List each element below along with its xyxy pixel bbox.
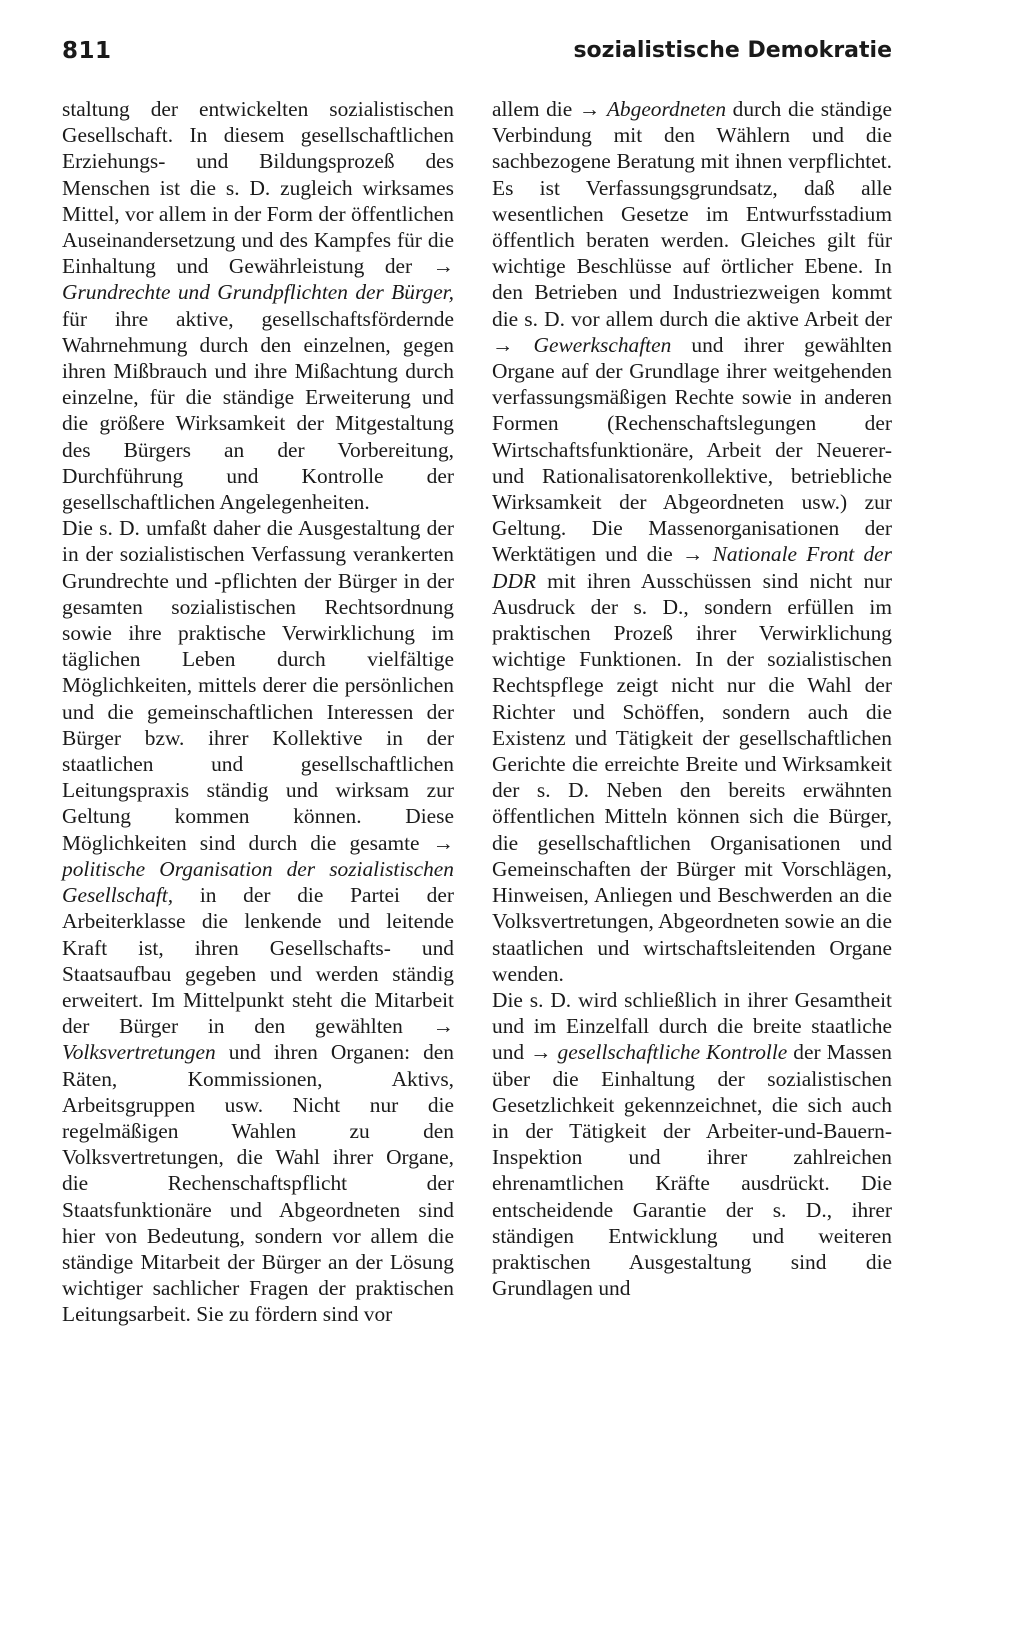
text-run: und ihren Organen: den Räten, Kommissionen, Aktivs, Arbeitsgruppen usw. Nicht nur die regelmäßigen Wahlen zu den Volksvertretungen, die Wahl ihrer Organe, die Rechenschaftspflicht der Staatsfunktionäre und Abgeordneten sind hier von Bedeutung, sondern vor allem die ständige Mitarbeit der Bürger an der Lösung wichtiger sachlicher Fragen der praktischen Leitungsarbeit. Sie zu fördern sind vor — [62, 1040, 454, 1327]
text-run: der Massen über die Einhaltung der sozialistischen Gesetzlichkeit gekennzeichnet, die sich auch in der Tätigkeit der Arbeiter-und-Bauern-Inspektion und ihrer zahlreichen ehrenamtlichen Kräfte ausdrückt. Die entscheidende Garantie der s. D., ihrer ständigen Entwicklung und weiteren praktischen Ausgestaltung sind die Grundlagen und — [492, 1040, 892, 1301]
paragraph — [492, 96, 892, 987]
paragraph — [62, 96, 454, 515]
cross-reference-term: Abgeordneten — [606, 97, 727, 121]
paragraph — [62, 515, 454, 1327]
paragraph — [492, 987, 892, 1301]
text-run: für ihre aktive, gesellschaftsfördernde Wahrnehmung durch den einzelnen, gegen ihren Mißbrauch und ihre Mißachtung durch einzelne, für die ständige Erweiterung und die größere Wirksamkeit der Mitgestaltung des Bürgers an der Vorbereitung, Durchführung und Kontrolle der gesellschaftlichen Angelegenheiten. — [62, 306, 454, 515]
cross-reference-term: Grundrechte und Grundpflichten der Bürger, — [62, 280, 454, 305]
cross-reference-term: Nationale Front der DDR — [492, 542, 892, 593]
text-run: staltung der entwickelten sozialistischen Gesellschaft. In diesem gesellschaftlichen Erziehungs- und Bildungsprozeß des Menschen ist die s. D. zugleich wirksames Mittel, vor allem in der Form der öffentlichen Auseinandersetzung und des Kampfes für die Einhaltung und Gewährleistung der → — [62, 97, 454, 279]
text-run: allem die → — [492, 97, 607, 121]
text-run: Die s. D. wird schließlich in ihrer Gesamtheit und im Einzelfall durch die breite staatliche und → — [492, 987, 892, 1065]
right-text-column — [492, 96, 892, 1301]
text-run: in der die Partei der Arbeiterklasse die lenkende und leitende Kraft ist, ihren Gesellschafts- und Staatsaufbau gegeben und werden ständig erweitert. Im Mittelpunkt steht die Mitarbeit der Bürger in den gewählten → — [62, 883, 454, 1039]
cross-reference-term: Gewerkschaften — [533, 332, 672, 357]
text-run: durch die ständige Verbindung mit den Wählern und die sachbezogene Beratung mit ihnen verpflichtet. Es ist Verfassungsgrundsatz, daß alle wesentlichen Gesetze im Entwurfsstadium öffentlich beraten werden. Gleiches gilt für wichtige Beschlüsse auf örtlicher Ebene. In den Betrieben und Industriezweigen kommt die s. D. vor allem durch die aktive Arbeit der → — [492, 97, 892, 357]
cross-reference-term: gesellschaftliche Kontrolle — [557, 1040, 788, 1065]
text-run: mit ihren Ausschüssen sind nicht nur Ausdruck der s. D., sondern erfüllen im praktischen Prozeß ihrer Verwirklichung wichtige Funktionen. In der sozialistischen Rechtspflege zeigt nicht nur die Wahl der Richter und Schöffen, sondern auch die Existenz und Tätigkeit der gesellschaftlichen Gerichte die erreichte Breite und Wirksamkeit der s. D. Neben den bereits erwähnten öffentlichen Mitteln können sich die Bürger, die gesellschaftlichen Organisationen und Gemeinschaften der Bürger mit Vorschlägen, Hinweisen, Anliegen und Beschwerden an die Volksvertretungen, Abgeordneten sowie an die staatlichen und wirtschaftsleitenden Organe wenden. — [492, 568, 892, 986]
text-run: und ihrer gewählten Organe auf der Grundlage ihrer weitgehenden verfassungsmäßigen Rechte sowie in anderen Formen (Rechenschaftslegungen der Wirtschaftsfunktionäre, Arbeit der Neuerer- und Rationalisatorenkollektive, betriebliche Wirksamkeit der Abgeordneten usw.) zur Geltung. Die Massenorganisationen der Werktätigen und die → — [492, 332, 892, 567]
page-header — [62, 38, 1024, 78]
page-number: 811 — [62, 38, 112, 64]
cross-reference-term: Volksvertretungen — [62, 1040, 216, 1065]
text-run: Die s. D. umfaßt daher die Ausgestaltung der in der sozialistischen Verfassung verankerten Grundrechte und -pflichten der Bürger in der gesamten sozialistischen Rechtsordnung sowie ihre praktische Verwirklichung im täglichen Leben durch vielfältige Möglichkeiten, mittels derer die persönlichen und die gemeinschaftlichen Interessen der Bürger bzw. ihrer Kollektive in der staatlichen und gesellschaftlichen Leitungspraxis ständig und wirksam zur Geltung kommen können. Diese Möglichkeiten sind durch die gesamte → — [62, 516, 454, 855]
running-head: sozialistische Demokratie — [573, 38, 892, 63]
left-text-column — [62, 96, 454, 1328]
cross-reference-term: politische Organisation der sozialistischen Gesellschaft, — [62, 856, 454, 908]
